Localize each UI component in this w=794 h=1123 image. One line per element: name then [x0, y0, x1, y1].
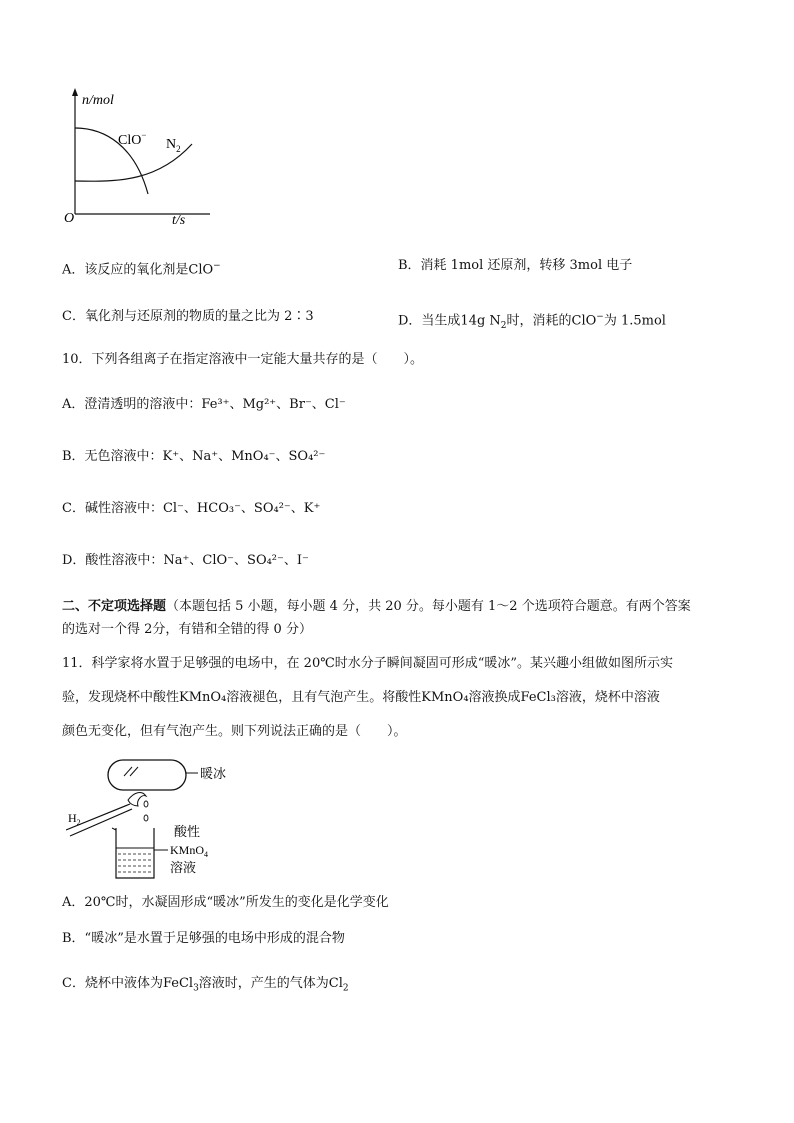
q11-stem-line1: 11．科学家将水置于足够强的电场中，在 20℃时水分子瞬间凝固可形成“暖冰”。某兴趣小组做如图所示实 — [62, 656, 674, 671]
h2-label: $H_2$ — [68, 811, 81, 827]
flame — [128, 793, 146, 806]
q10-option-b: B．无色溶液中：K⁺、Na⁺、MnO₄⁻、SO₄²⁻ — [62, 449, 326, 464]
water-drop — [144, 801, 148, 807]
q10-option-a: A．澄清透明的溶液中：Fe³⁺、Mg²⁺、Br⁻、Cl⁻ — [62, 397, 346, 412]
y-axis-arrow — [72, 88, 78, 96]
y-axis-label: n/mol — [82, 93, 114, 108]
reaction-graph — [60, 86, 220, 231]
curve-n2-label: $N_2$ — [166, 137, 181, 154]
q10-option-c: C．碱性溶液中：Cl⁻、HCO₃⁻、SO₄²⁻、K⁺ — [62, 501, 321, 516]
q9-option-c: C．氧化剂与还原剂的物质的量之比为 2∶3 — [62, 309, 314, 324]
q11-option-b: B．“暖冰”是水置于足够强的电场中形成的混合物 — [62, 931, 345, 946]
q11-option-c: C．烧杯中液体为FeCl$_3$溶液时，产生的气体为$Cl_2$ — [62, 976, 349, 994]
q11-stem-line3: 颜色无变化，但有气泡产生。则下列说法正确的是（ ）。 — [62, 724, 407, 739]
water-drop — [144, 815, 148, 821]
q11-stem-line2: 验，发现烧杯中酸性KMnO₄溶液褪色，且有气泡产生。将酸性KMnO₄溶液换成FeCl₃溶液，烧杯中溶液 — [62, 690, 660, 705]
section-2-desc: 的选对一个得 2分，有错和全错的得 0 分） — [62, 622, 312, 637]
beaker — [116, 828, 154, 878]
ice-label: 暖冰 — [200, 766, 226, 781]
acid-label: 酸性 — [174, 824, 201, 839]
x-axis-label: t/s — [172, 213, 186, 228]
curve-clo-label: ClO− — [118, 130, 147, 148]
q9-option-d: D．当生成14g $N_2$时，消耗的ClO−为 1.5mol — [398, 312, 666, 331]
q10-stem: 10．下列各组离子在指定溶液中一定能大量共存的是（ ）。 — [62, 352, 424, 367]
kmno4-label: KMnO$_4$ — [170, 843, 209, 859]
q9-option-a: A．该反应的氧化剂是ClO− — [62, 261, 221, 278]
warm-ice-block — [108, 760, 186, 790]
q11-option-a: A．20℃时，水凝固形成“暖冰”所发生的变化是化学变化 — [62, 895, 389, 910]
origin-label: O — [64, 211, 75, 226]
section-2-heading: 二、不定项选择题（本题包括 5 小题，每小题 4 分，共 20 分。每小题有 1～2 个选项符合题意。有两个答案 — [62, 599, 691, 614]
q10-option-d: D．酸性溶液中：Na⁺、ClO⁻、SO₄²⁻、I⁻ — [62, 553, 309, 568]
q9-option-b: B．消耗 1mol 还原剂，转移 3mol 电子 — [398, 258, 633, 273]
warm-ice-apparatus — [66, 756, 226, 886]
solution-label: 溶液 — [170, 860, 197, 875]
